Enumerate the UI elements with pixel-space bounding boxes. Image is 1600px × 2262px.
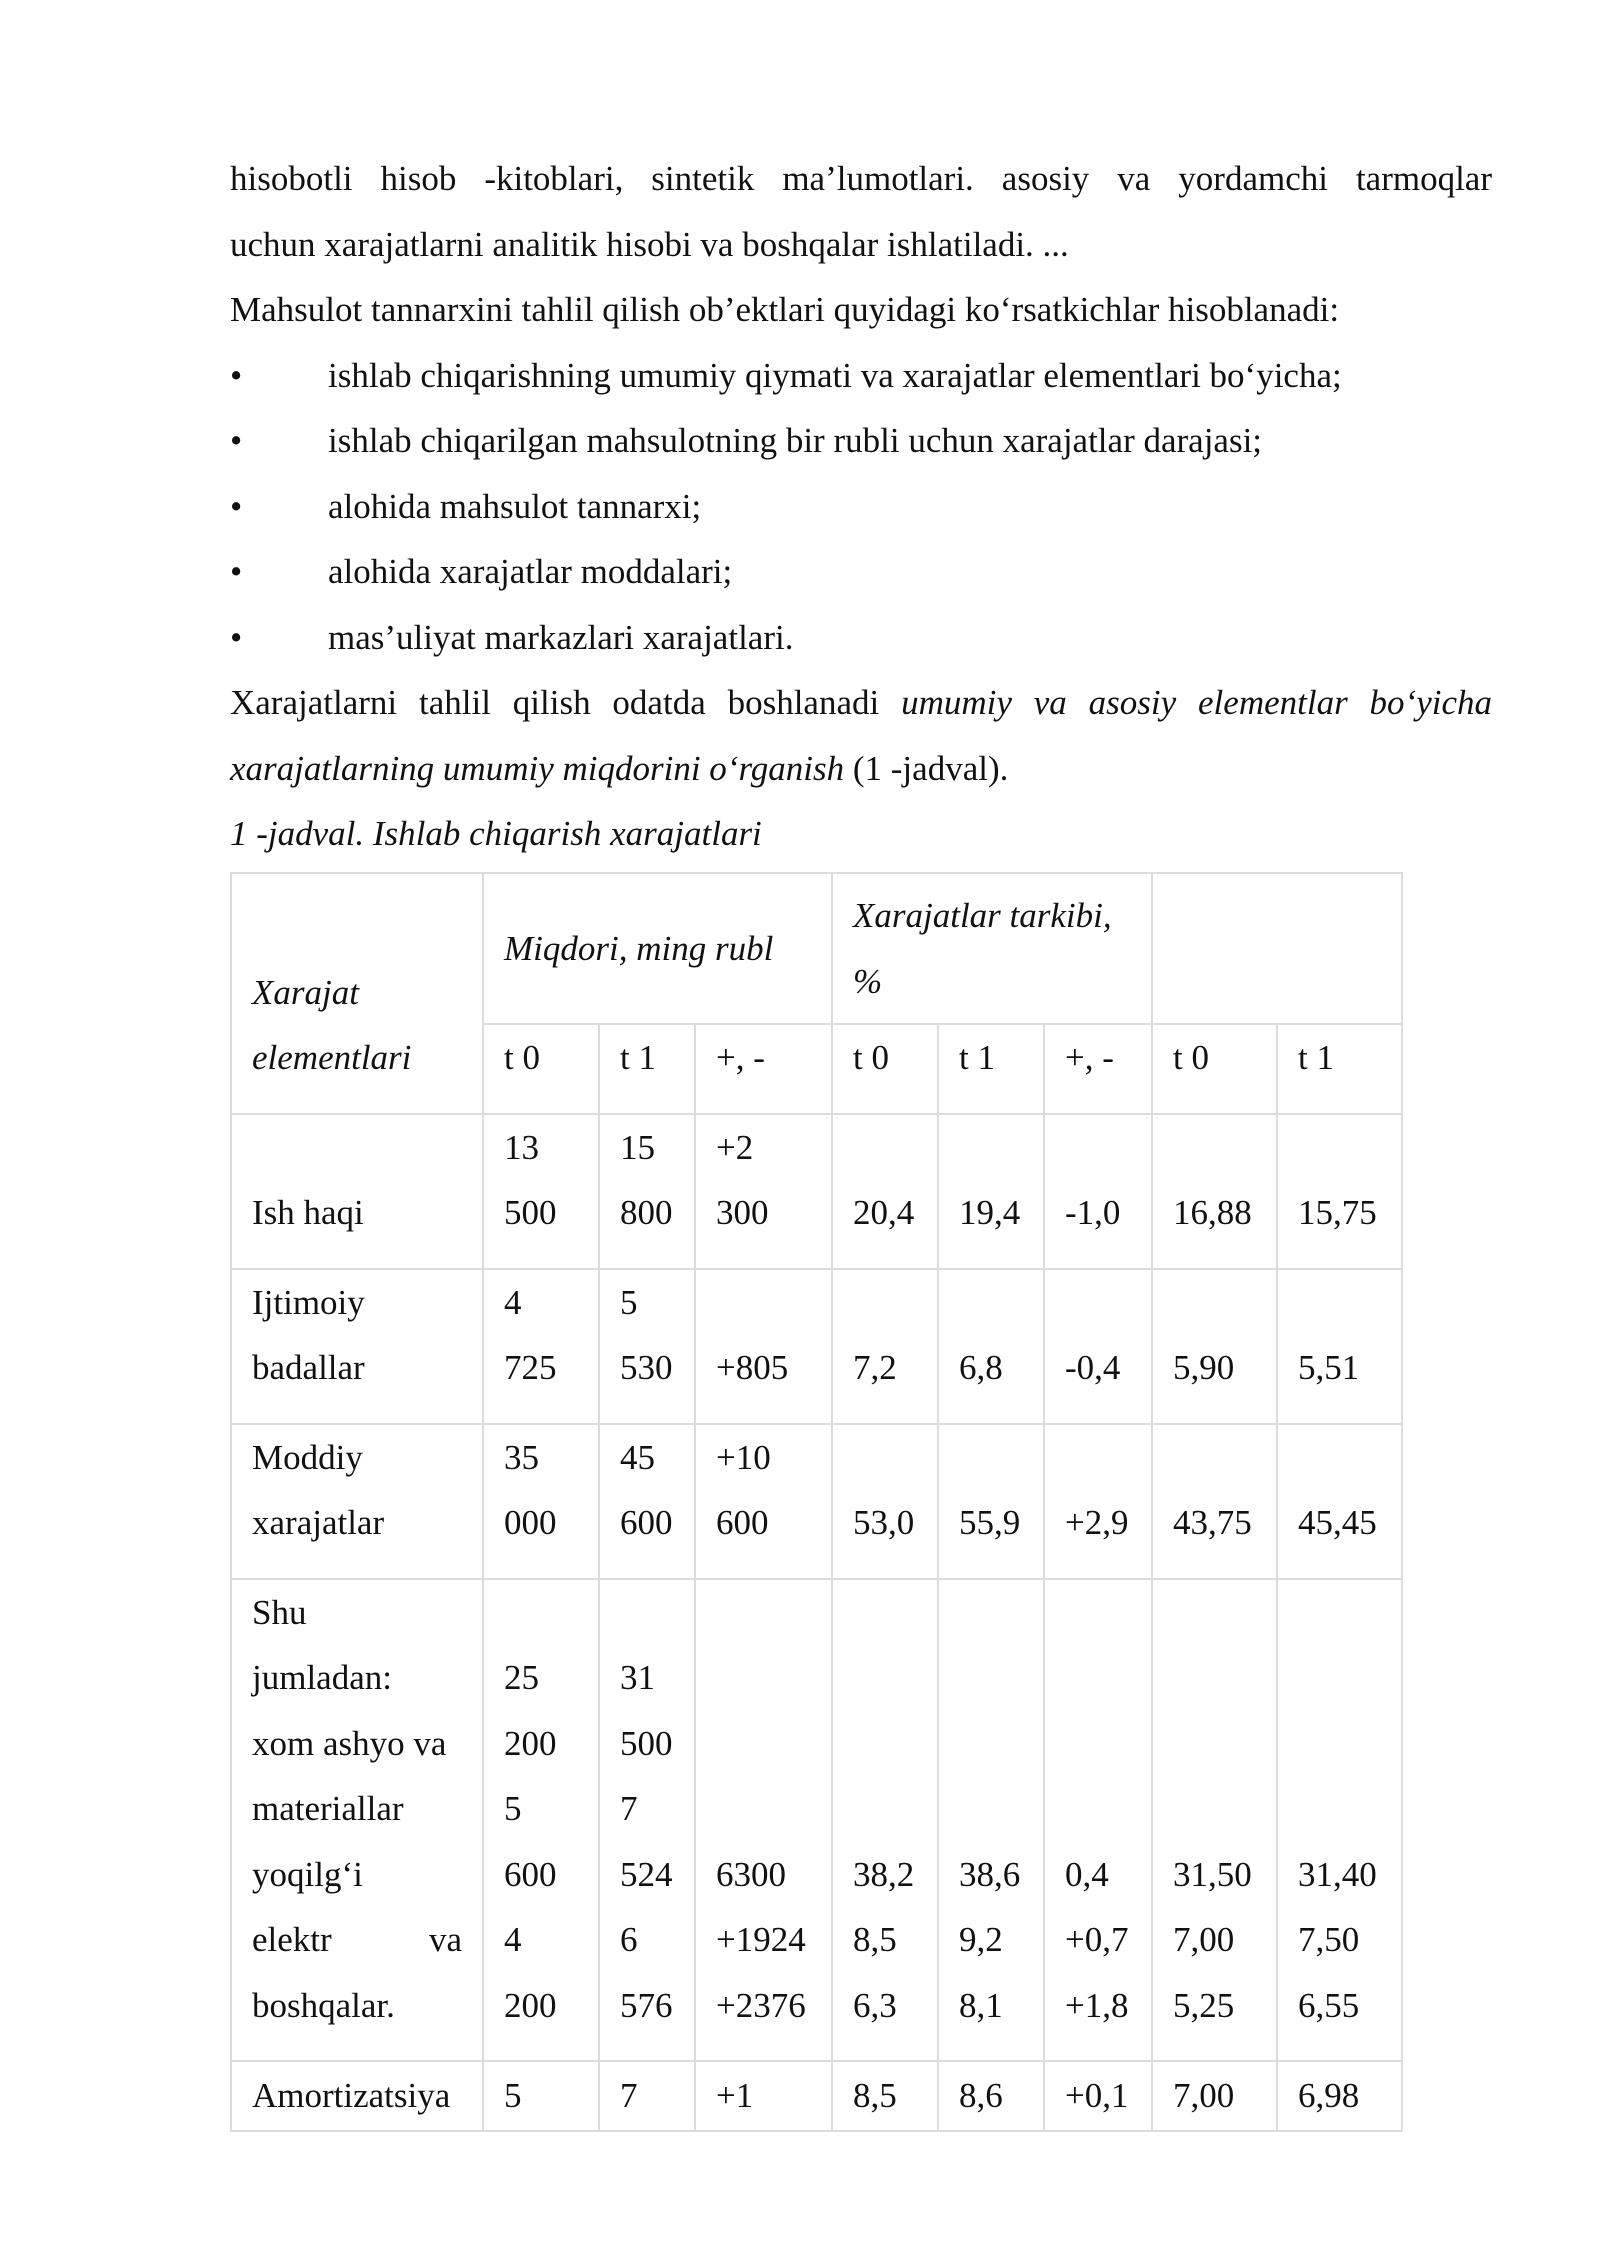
cell-line: Moddiy [252,1437,363,1477]
row-label [231,1424,483,1579]
cell-line: 600 [716,1503,769,1542]
cell-line: 5,90 [1173,1348,1235,1387]
paragraph-2: Mahsulot tannarxini tahlil qilish ob’ektlari quyidagi ko‘rsatkichlar hisoblanadi: [230,290,1340,329]
table-cell [483,2061,599,2131]
cell-line: 300 [716,1193,769,1232]
table-cell [695,2061,832,2131]
table-cell [1152,2061,1277,2131]
cell-line: badallar [252,1348,365,1387]
table-cell [1044,1269,1152,1424]
table-cell [938,1269,1044,1424]
table-cell [938,1114,1044,1269]
table-cell [1152,1424,1277,1579]
cell-line: 45 [620,1437,655,1477]
cell-line: 600 [620,1503,673,1542]
header-sub-3: t 0 [832,1024,938,1114]
cell-line: -1,0 [1065,1193,1121,1232]
cell-line: 15,75 [1298,1193,1377,1232]
table-cell [599,1424,695,1579]
cell-line: 31,40 [1298,1854,1377,1894]
table-cell [483,1424,599,1579]
cell-line: jumladan: [252,1658,392,1697]
cell-line: xom ashyo va [252,1723,447,1763]
cell-line: 31,50 [1173,1854,1252,1894]
cell-line: 500 [620,1723,673,1763]
cell-line: 53,0 [853,1503,915,1542]
table-cell [1044,1114,1152,1269]
row-label [231,1114,483,1269]
table-cell [599,1579,695,2062]
cell-line: 16,88 [1173,1193,1252,1232]
cell-line: boshqalar. [252,1985,395,2025]
row-label [231,1579,483,2062]
table-cell [1277,1114,1402,1269]
cell-line: +0,7 [1065,1920,1129,1959]
table-row [231,1424,1402,1579]
table-cell [938,1579,1044,2062]
table-row [231,1269,1402,1424]
table-cell [832,1114,938,1269]
header-structure [832,873,1152,1024]
cell-line: 5 [620,1282,638,1322]
production-costs-table [230,872,1403,2132]
table-cell [1277,2061,1402,2131]
bullet-list [230,343,1492,671]
table-row [231,1114,1402,1269]
header-sub-0: t 0 [483,1024,599,1114]
cell-line: +2 [716,1127,754,1167]
table-cell [483,1269,599,1424]
cell-line: Xarajatlar tarkibi, [853,896,1112,935]
cell-line: 8,5 [853,1920,897,1959]
cell-line: yoqilg‘i [252,1854,363,1894]
table-cell [1152,1114,1277,1269]
paragraph-3-normal-text-2: (1 -jadval). [844,748,1009,788]
cell-line: 6300 [716,1854,786,1894]
cell-line: 6,55 [1298,1985,1360,2025]
bullet-icon: • [230,421,243,460]
cell-line: 25 [504,1658,539,1697]
table-cell [832,1579,938,2062]
paragraph-1-line-2: uchun xarajatlarni analitik hisobi va boshqalar ishlatiladi. ... [230,224,1069,264]
cell-line: 524 [620,1854,673,1894]
bullet-icon: • [230,617,243,657]
paragraph-3-line-1 [230,670,1492,736]
table-cell [695,1579,832,2062]
paragraph-3-italic-text-2: xarajatlarning umumiy miqdorini o‘rganish [230,748,845,788]
cell-line: 8,1 [959,1985,1003,2025]
cell-line: 31 [620,1658,655,1697]
cell-line: 800 [620,1193,673,1232]
table-cell [599,1114,695,1269]
bullet-icon: • [230,552,243,591]
cell-line: 4 [504,1282,522,1322]
table-cell [695,1424,832,1579]
cell-line: 15 [620,1127,655,1167]
cell-line: +805 [716,1348,789,1387]
cell-line: 6,8 [959,1348,1003,1387]
table-cell [1152,1579,1277,2062]
cell-line: +1924 [716,1920,806,1959]
table-cell [483,1114,599,1269]
cell-line: Amortizatsiya [252,2076,451,2116]
cell-line: 7,2 [853,1348,897,1387]
row-label [231,2061,483,2131]
cell-line: +10 [716,1437,771,1477]
table-cell [1044,2061,1152,2131]
bullet-icon: • [230,355,243,395]
table-cell [695,1269,832,1424]
cell-line: 13 [504,1127,539,1167]
header-empty-cell [1152,873,1402,1024]
cell-line: 35 [504,1437,539,1477]
bullet-item [230,408,1492,474]
table-cell [1044,1424,1152,1579]
cell-line: 5 [504,2076,522,2116]
cell-line: 7 [620,1789,638,1828]
cell-line: 6,3 [853,1985,897,2025]
cell-line: 6 [620,1920,638,1959]
cell-line: 725 [504,1348,557,1387]
cell-line: 55,9 [959,1503,1021,1542]
cell-line: 7,00 [1173,1920,1235,1959]
cell-line: 000 [504,1503,557,1542]
cell-line: +0,1 [1065,2076,1129,2116]
table-cell [938,2061,1044,2131]
document-body [230,146,1492,867]
cell-line: 45,45 [1298,1503,1377,1542]
table-cell [695,1114,832,1269]
cell-line: 576 [620,1985,673,2025]
table-caption: 1 -jadval. Ishlab chiqarish xarajatlari [230,814,762,853]
header-sub-6: t 0 [1152,1024,1277,1114]
bullet-item [230,474,1492,540]
header-sub-7: t 1 [1277,1024,1402,1114]
header-sub-2: +, - [695,1024,832,1114]
bullet-text: alohida xarajatlar moddalari; [328,552,733,591]
header-sub-4: t 1 [938,1024,1044,1114]
header-cost-elements [231,873,483,1114]
cell-line: 7,50 [1298,1920,1360,1959]
cell-line: 5,25 [1173,1985,1235,2025]
bullet-text: alohida mahsulot tannarxi; [328,486,702,526]
cell-line: 38,6 [959,1854,1021,1894]
header-sub-5: +, - [1044,1024,1152,1114]
cell-line: -0,4 [1065,1348,1121,1387]
cell-line: 530 [620,1348,673,1387]
cell-line: +2376 [716,1985,806,2025]
cell-line: 500 [504,1193,557,1232]
row-label [231,1269,483,1424]
cell-line: 19,4 [959,1193,1021,1232]
cell-line: 38,2 [853,1854,915,1894]
bullet-text: mas’uliyat markazlari xarajatlari. [328,617,794,657]
paragraph-3-italic-text: umumiy va asosiy elementlar bo‘yicha [901,683,1493,722]
table-cell [938,1424,1044,1579]
bullet-item [230,605,1492,671]
table-cell [1277,1579,1402,2062]
cell-line: Xarajat [252,972,359,1012]
table-row [231,1579,1402,2062]
paragraph-3-line-2 [230,736,1492,802]
paragraph-3-normal-text: Xarajatlarni tahlil qilish odatda boshlanadi [230,683,902,722]
header-sub-1: t 1 [599,1024,695,1114]
table-cell [599,1269,695,1424]
cell-line: 8,5 [853,2076,897,2116]
table-cell [832,1269,938,1424]
header-amount: Miqdori, ming rubl [483,873,832,1024]
table-cell [599,2061,695,2131]
cell-line: 5,51 [1298,1348,1360,1387]
cell-line: +1 [716,2076,754,2116]
table-cell [1152,1269,1277,1424]
cell-line: Shu [252,1592,307,1632]
cell-line: materiallar [252,1789,404,1828]
cell-line: elementlari [252,1038,412,1077]
cell-line: 9,2 [959,1920,1003,1959]
cell-line: 43,75 [1173,1503,1252,1542]
cell-line: xarajatlar [252,1503,385,1542]
cell-line: 7,00 [1173,2076,1235,2116]
cell-line: elektr va [252,1920,462,1959]
bullet-icon: • [230,486,243,526]
cell-line: 6,98 [1298,2076,1360,2116]
table-cell [832,2061,938,2131]
cell-line: Ish haqi [252,1193,364,1232]
cell-line: 5 [504,1789,522,1828]
table-cell [483,1579,599,2062]
cell-line: +1,8 [1065,1985,1129,2025]
table-row [231,2061,1402,2131]
table-cell [1044,1579,1152,2062]
cell-line: 600 [504,1854,557,1894]
bullet-text: ishlab chiqarishning umumiy qiymati va xarajatlar elementlari bo‘yicha; [328,355,1342,395]
bullet-text: ishlab chiqarilgan mahsulotning bir rubli uchun xarajatlar darajasi; [328,421,1263,460]
cell-line: 4 [504,1920,522,1959]
cell-line: 200 [504,1723,557,1763]
cell-line: 20,4 [853,1193,915,1232]
cell-line: 0,4 [1065,1854,1109,1894]
paragraph-1-line-1: hisobotli hisob -kitoblari, sintetik ma’lumotlari. asosiy va yordamchi tarmoqlar [230,159,1492,198]
table-cell [832,1424,938,1579]
table-cell [1277,1424,1402,1579]
cell-line: 7 [620,2076,638,2116]
bullet-item [230,343,1492,409]
cell-line: +2,9 [1065,1503,1129,1542]
cell-line: 200 [504,1985,557,2025]
bullet-item [230,539,1492,605]
cell-line: 8,6 [959,2076,1003,2116]
table-header-row-1 [231,873,1402,1024]
cell-line: % [853,961,883,1001]
cell-line: Ijtimoiy [252,1282,365,1322]
table-cell [1277,1269,1402,1424]
